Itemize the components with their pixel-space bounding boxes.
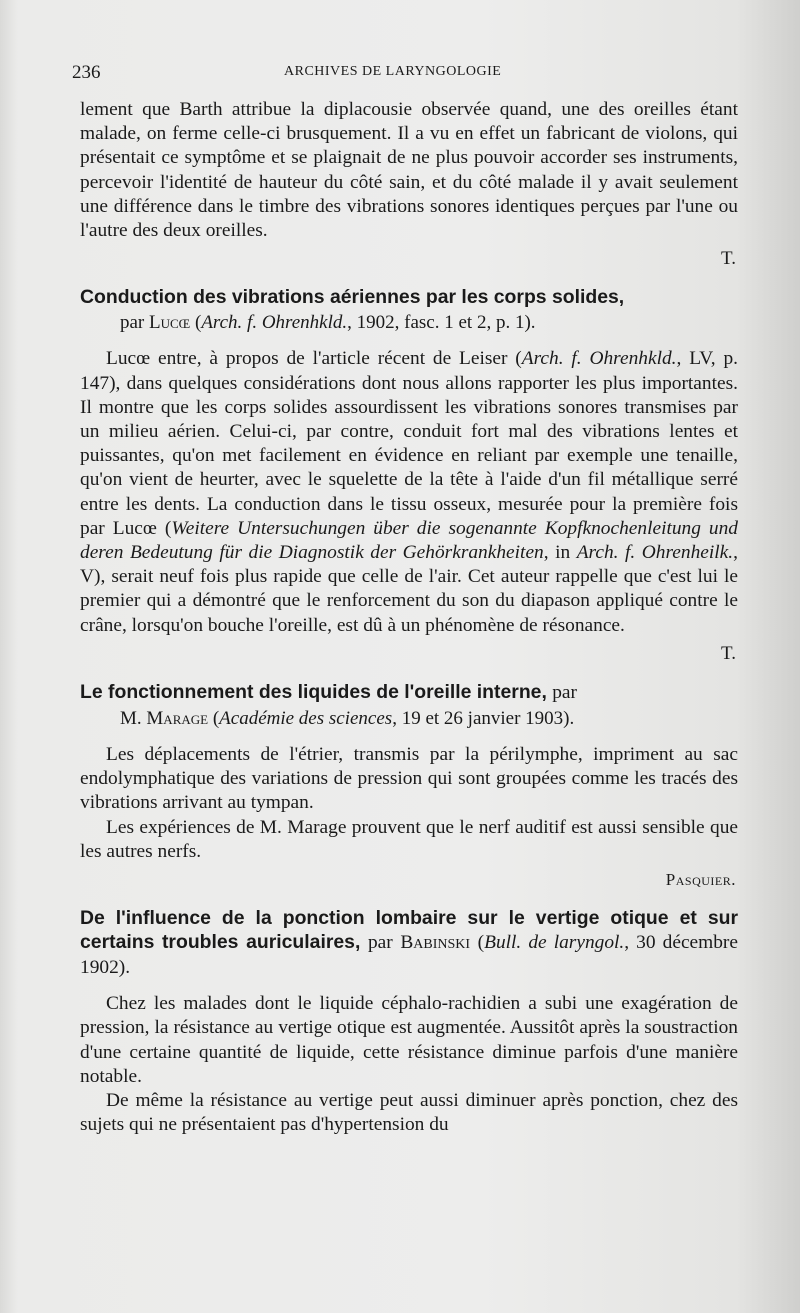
text-run: , V), serait neuf fois plus rapide que celle de l'air. Cet auteur rappelle que c'est lui le premier qui a démontré que le renforcement du son du diapason appliqué contre le crâne, lorsqu'on bouche l'oreille, est dû à un phénomène de résonance. [80,542,738,636]
article-title: De l'influence de la ponction lombaire sur le vertige otique et sur certains troubles auriculaires, [80,907,738,954]
continued-paragraph: lement que Barth attribue la diplacousie observée quand, une des oreilles étant malade, on ferme celle-ci brusquement. Il a vu en effet un fabricant de violons, qui présentait ce symptôme et se plaignait de ne plus pouvoir accorder ses instruments, percevoir l'identité de hauteur du côté sain, et du côté malade il y avait seulement une différence dans le timbre des vibrations sonores identiques perçues par l'une ou l'autre des deux oreilles. [80,99,738,242]
source-details: , 30 décembre 1902). [80,932,738,979]
journal-reference: Arch. f. Ohrenheilk. [576,542,734,564]
citation-by: par [120,312,145,334]
article-heading-ponction: De l'influence de la ponction lombaire sur le vertige otique et sur certains troubles auriculaires, par Babinski (Bull. de laryngol., 30 décembre 1902). [80,907,738,979]
text-run: , in [543,542,577,564]
author-name: Marage [146,708,209,730]
article-paragraph: De même la résistance au vertige peut aussi diminuer après ponction, chez des sujets qui ne présentaient pas d'hypertension du [80,1090,738,1136]
running-head [72,62,732,86]
article-citation: M. Marage (Académie des sciences, 19 et 26 janvier 1903). [120,708,575,730]
signature-author: Pasquier. [665,870,736,890]
signature-initial: T. [721,642,736,664]
source-journal: Arch. f. Ohrenhkld. [201,312,348,334]
page-body [80,98,738,1138]
text-run: Lucœ entre, à propos de l'article récent de Leiser ( [106,348,522,370]
article-paragraph: Les déplacements de l'étrier, transmis par la périlymphe, impriment au sac endolymphatique des variations de pression qui sont groupées comme les tracés des vibrations arrivant au tympan. [80,744,738,814]
journal-title: ARCHIVES DE LARYNGOLOGIE [284,64,502,79]
author-prefix: M. [120,708,142,730]
text-run: , LV, p. 147), dans quelques considérations dont nous allons rapporter les plus importantes. Il montre que les corps solides assourdissent les vibrations sonores transmises par un milieu aérien. Celui-ci, par contre, conduit fort mal des vibrations lentes et puissantes, qu'on met facilement en évidence en reliant par exemple une tenaille, qu'on vient de heurter, avec le squelette de la tête à l'aide d'un fil métallique serré entre les dents. La conduction dans le tissu osseux, mesurée pour la première fois par Lucœ ( [80,348,739,539]
article-citation: par Lucœ (Arch. f. Ohrenhkld., 1902, fasc. 1 et 2, p. 1). [120,312,536,334]
source-journal: Académie des sciences [219,708,393,730]
article-paragraph: Les expériences de M. Marage prouvent que le nerf auditif est aussi sensible que les autres nerfs. [80,816,738,862]
page-number: 236 [72,62,101,83]
source-journal: Bull. de laryngol. [484,932,625,954]
work-reference: Weitere Untersuchungen über die sogenannte Kopfknochenleitung und deren Bedeutung für die Diagnostik der Gehörkrankheiten [80,517,739,564]
article-title: Le fonctionnement des liquides de l'oreille interne, [80,681,547,704]
author-name: Lucœ [149,312,191,334]
article-heading-conduction [80,285,738,309]
author-name: Babinski [400,932,471,954]
article-paragraph [80,347,738,637]
signature-initial: T. [721,248,736,270]
citation-by: par [552,682,577,704]
article-heading-liquides [80,680,738,705]
journal-reference: Arch. f. Ohrenhkld. [521,348,677,370]
source-details: , 1902, fasc. 1 et 2, p. 1). [347,312,536,334]
citation-by: par [367,932,393,954]
source-details: , 19 et 26 janvier 1903). [392,708,575,730]
article-title: Conduction des vibrations aériennes par les corps solides, [80,286,625,309]
article-paragraph: Chez les malades dont le liquide céphalo-rachidien a subi une exagération de pression, la résistance au vertige otique est augmentée. Aussitôt après la soustraction d'une certaine quantité de liquide, cette résistance diminue parfois d'une manière notable. [80,993,738,1087]
